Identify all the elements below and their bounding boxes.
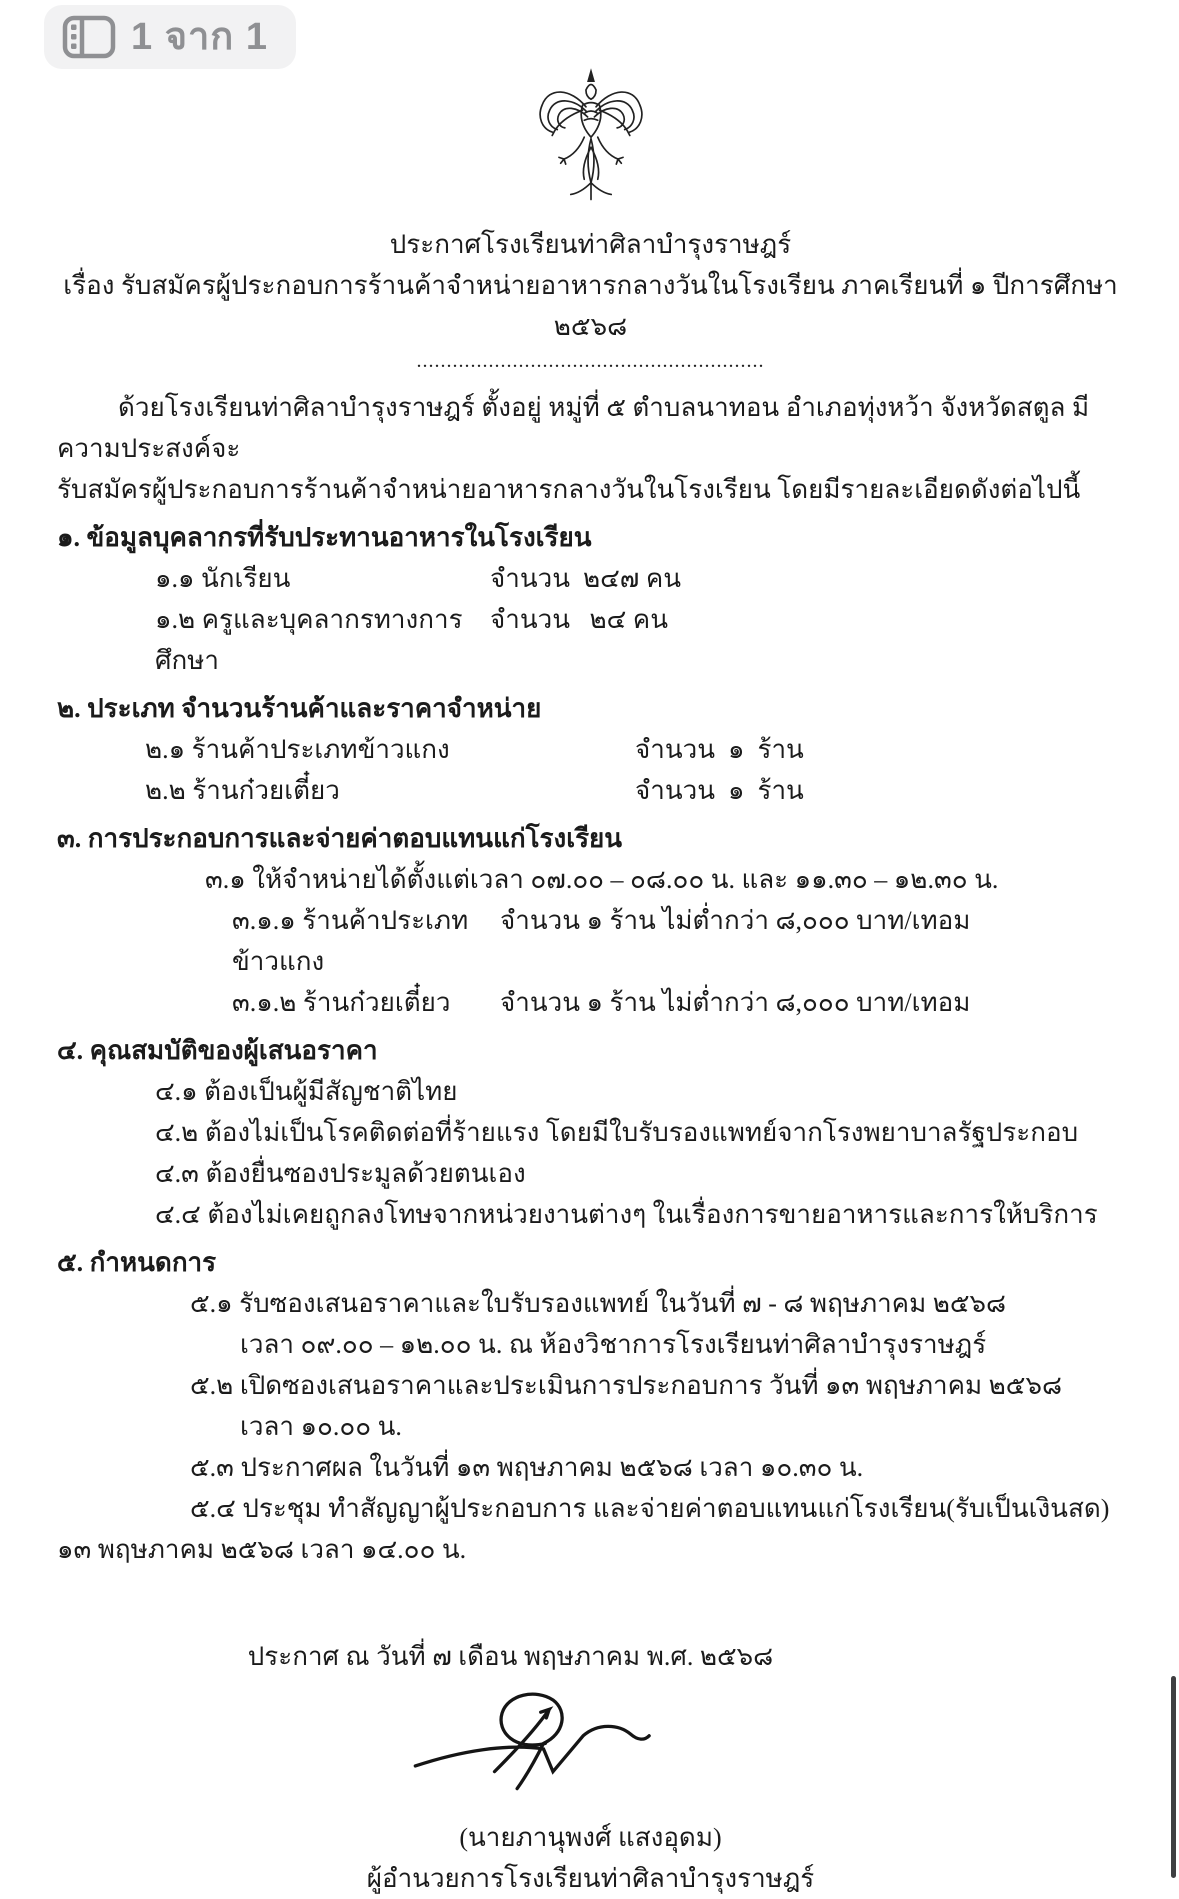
list-item bbox=[57, 770, 1124, 811]
item-label: ๓.๑.๒ ร้านก๋วยเตี๋ยว bbox=[232, 988, 451, 1017]
intro-line-1: ด้วยโรงเรียนท่าศิลาบำรุงราษฎร์ ตั้งอยู่ หมู่ที่ ๕ ตำบลนาทอน อำเภอทุ่งหว้า จังหวัดสตูล มีความประสงค์จะ bbox=[57, 393, 1090, 463]
item-value: จำนวน ๒๔ คน bbox=[490, 605, 668, 634]
signer-name: (นายภานุพงศ์ แสงอุดม) bbox=[459, 1823, 722, 1852]
signer-title: ผู้อำนวยการโรงเรียนท่าศิลาบำรุงราษฎร์ bbox=[366, 1864, 815, 1893]
item-value: จำนวน ๑ ร้าน ไม่ต่ำกว่า ๘,๐๐๐ บาท/เทอม bbox=[500, 906, 971, 935]
list-item: ๕.๔ ประชุม ทำสัญญาผู้ประกอบการ และจ่ายค่าตอบแทนแก่โรงเรียน(รับเป็นเงินสด) bbox=[190, 1494, 1110, 1523]
item-value: จำนวน ๑ ร้าน bbox=[635, 776, 804, 805]
page-thumbnails-icon bbox=[62, 15, 116, 59]
list-item bbox=[57, 599, 1124, 681]
section-2-heading: ๒. ประเภท จำนวนร้านค้าและราคาจำหน่าย bbox=[57, 694, 542, 723]
list-item: ๔.๒ ต้องไม่เป็นโรคติดต่อที่ร้ายแรง โดยมีใบรับรองแพทย์จากโรงพยาบาลรัฐประกอบ bbox=[155, 1118, 1079, 1147]
list-item: ๔.๔ ต้องไม่เคยถูกลงโทษจากหน่วยงานต่างๆ ในเรื่องการขายอาหารและการให้บริการ bbox=[155, 1200, 1098, 1229]
signature-image bbox=[396, 1683, 676, 1815]
item-label: ๑.๒ ครูและบุคลากรทางการศึกษา bbox=[155, 605, 463, 675]
page-indicator-label: 1 จาก 1 bbox=[131, 16, 268, 58]
page-indicator-pill[interactable] bbox=[44, 5, 296, 69]
announcement-date-line: ประกาศ ณ วันที่ ๗ เดือน พฤษภาคม พ.ศ. ๒๕๖๘ bbox=[247, 1642, 774, 1671]
item-label: ๑.๑ นักเรียน bbox=[155, 564, 291, 593]
list-item bbox=[57, 982, 1124, 1023]
list-item bbox=[57, 558, 1124, 599]
item-label: ๒.๒ ร้านก๋วยเตี๋ยว bbox=[145, 776, 340, 805]
list-item: ๑๓ พฤษภาคม ๒๕๖๘ เวลา ๑๔.๐๐ น. bbox=[57, 1535, 467, 1564]
list-item bbox=[57, 900, 1124, 982]
list-item: ๕.๑ รับซองเสนอราคาและใบรับรองแพทย์ ในวันที่ ๗ - ๘ พฤษภาคม ๒๕๖๘ bbox=[190, 1289, 1007, 1318]
list-item: ๔.๓ ต้องยื่นซองประมูลด้วยตนเอง bbox=[155, 1159, 526, 1188]
list-item bbox=[57, 729, 1124, 770]
list-item: ๕.๒ เปิดซองเสนอราคาและประเมินการประกอบการ วันที่ ๑๓ พฤษภาคม ๒๕๖๘ bbox=[190, 1371, 1063, 1400]
section-3-heading: ๓. การประกอบการและจ่ายค่าตอบแทนแก่โรงเรียน bbox=[57, 824, 623, 853]
scrollbar-thumb[interactable] bbox=[1171, 1676, 1176, 1878]
list-item: ๔.๑ ต้องเป็นผู้มีสัญชาติไทย bbox=[155, 1077, 458, 1106]
list-item: ๕.๓ ประกาศผล ในวันที่ ๑๓ พฤษภาคม ๒๕๖๘ เวลา ๑๐.๓๐ น. bbox=[190, 1453, 864, 1482]
item-value: จำนวน ๑ ร้าน bbox=[635, 735, 804, 764]
doc-subject: เรื่อง รับสมัครผู้ประกอบการร้านค้าจำหน่ายอาหารกลางวันในโรงเรียน ภาคเรียนที่ ๑ ปีการศึกษา ๒๕๖๘ bbox=[63, 271, 1118, 341]
section-4-heading: ๔. คุณสมบัติของผู้เสนอราคา bbox=[57, 1036, 378, 1065]
item-label: ๒.๑ ร้านค้าประเภทข้าวแกง bbox=[145, 735, 450, 764]
item-label: ๓.๑.๑ ร้านค้าประเภทข้าวแกง bbox=[232, 906, 469, 976]
list-item: เวลา ๐๙.๐๐ – ๑๒.๐๐ น. ณ ห้องวิชาการโรงเรียนท่าศิลาบำรุงราษฎร์ bbox=[240, 1330, 987, 1359]
item-value: จำนวน ๑ ร้าน ไม่ต่ำกว่า ๘,๐๐๐ บาท/เทอม bbox=[500, 988, 971, 1017]
list-item: เวลา ๑๐.๐๐ น. bbox=[240, 1412, 402, 1441]
intro-line-2: รับสมัครผู้ประกอบการร้านค้าจำหน่ายอาหารกลางวันในโรงเรียน โดยมีรายละเอียดดังต่อไปนี้ bbox=[57, 475, 1081, 504]
section-3-lead: ๓.๑ ให้จำหน่ายได้ตั้งแต่เวลา ๐๗.๐๐ – ๐๘.๐๐ น. และ ๑๑.๓๐ – ๑๒.๓๐ น. bbox=[205, 865, 999, 894]
section-5-heading: ๕. กำหนดการ bbox=[57, 1248, 217, 1277]
doc-title: ประกาศโรงเรียนท่าศิลาบำรุงราษฎร์ bbox=[389, 230, 792, 259]
section-1-heading: ๑. ข้อมูลบุคลากรที่รับประทานอาหารในโรงเรียน bbox=[57, 523, 592, 552]
item-value: จำนวน ๒๔๗ คน bbox=[490, 564, 682, 593]
garuda-emblem-icon bbox=[532, 64, 650, 212]
dotted-divider: .......................................................... bbox=[416, 350, 765, 372]
